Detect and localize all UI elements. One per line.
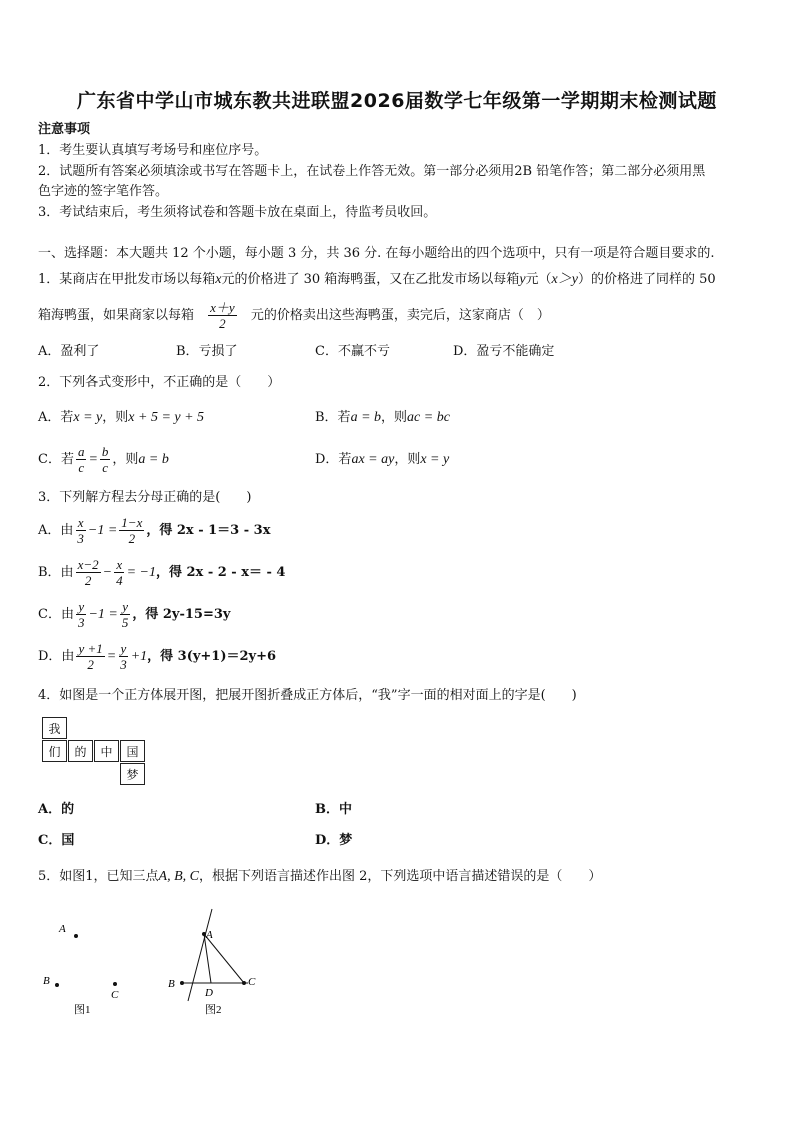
q4-option-c: C．国 xyxy=(38,833,75,848)
q3-b-d1: 2 xyxy=(84,573,92,588)
q3-a-frac1 xyxy=(75,515,86,546)
q3-a-d2: 2 xyxy=(128,531,136,546)
q3-d-m2: +1 xyxy=(130,649,148,664)
fig2-label-c: C xyxy=(248,976,256,988)
q3-b-post: ，得 2x - 2 - x＝ - 4 xyxy=(155,565,286,580)
net-cell-wo: 我 xyxy=(42,717,67,739)
q3-option-c xyxy=(38,599,230,630)
fig1-label-c: C xyxy=(111,989,119,1001)
q2-d-result: x = y xyxy=(420,452,450,467)
q3-b-pre: B．由 xyxy=(38,565,74,580)
net-cell-de: 的 xyxy=(68,740,93,762)
q2-b-result: ac = bc xyxy=(407,410,450,425)
notice-item-1: 1．考生要认真填写考场号和座位序号。 xyxy=(38,143,268,158)
q3-c-frac2 xyxy=(120,599,131,630)
q2-c-eq: = xyxy=(88,452,98,467)
q4-option-d: D．梦 xyxy=(315,833,353,848)
q1-text-e: 箱海鸭蛋，如果商家以每箱 xyxy=(38,308,195,323)
net-cell-meng: 梦 xyxy=(120,763,145,785)
q1-var-y: y xyxy=(519,272,526,287)
q3-option-d xyxy=(38,641,276,672)
q2-c-result: a = b xyxy=(138,452,169,467)
page-title: 广东省中学山市城东教共进联盟2026届数学七年级第一学期期末检测试题 xyxy=(77,90,717,112)
q1-text-f: 元的价格卖出这些海鸭蛋，卖完后，这家商店（ ） xyxy=(250,308,550,323)
fig2-point-b xyxy=(180,981,184,985)
notice-item-2: 2．试题所有答案必须填涂或书写在答题卡上，在试卷上作答无效。第一部分必须用2B 铅笔作答；第二部分必须用黑 xyxy=(38,164,706,179)
q2-option-a xyxy=(38,410,204,426)
fig2-label-d: D xyxy=(205,987,213,999)
q3-a-m1: −1 = xyxy=(87,523,118,538)
q2-option-b xyxy=(315,410,450,426)
notice-item-3: 3．考试结束后，考生须将试卷和答题卡放在桌面上，待监考员收回。 xyxy=(38,205,437,220)
q3-c-post: ，得 2y-15=3y xyxy=(132,607,231,622)
q2-c-n1: a xyxy=(77,444,85,459)
q2-c-d1: c xyxy=(78,460,85,475)
q3-d-d1: 2 xyxy=(87,657,94,672)
q3-b-d2: 4 xyxy=(116,573,123,588)
fig1-point-c xyxy=(113,982,117,986)
q2-d-pre: D．若 xyxy=(315,452,352,467)
q2-stem: 2．下列各式变形中，不正确的是（ ） xyxy=(38,375,281,390)
q1-text-c: 元（ xyxy=(525,272,552,287)
q3-d-pre: D．由 xyxy=(38,649,75,664)
q3-d-post: ，得 3(y+1)＝2y+6 xyxy=(147,649,277,664)
q2-option-d xyxy=(315,452,449,468)
q3-a-frac2 xyxy=(119,515,144,546)
q2-a-mid: ，则 xyxy=(102,410,129,425)
section-heading: 一、选择题：本大题共 12 个小题，每小题 3 分，共 36 分. 在每小题给出的四个选项中，只有一项是符合题目要求的. xyxy=(38,246,715,261)
q1-option-d: D．盈亏不能确定 xyxy=(453,344,555,359)
q2-a-result: x + 5 = y + 5 xyxy=(128,410,205,425)
notice-heading: 注意事项 xyxy=(38,122,91,137)
q1-option-b: B．亏损了 xyxy=(176,344,238,359)
q2-b-pre: B．若 xyxy=(315,410,351,425)
q2-c-n2: b xyxy=(101,444,109,459)
q3-d-n2: y xyxy=(120,641,127,656)
q3-c-m1: −1 = xyxy=(88,607,118,622)
q3-c-d2: 5 xyxy=(121,615,129,630)
q1-condition: x＞y xyxy=(551,272,578,287)
q3-a-n1: x xyxy=(77,515,84,530)
q3-b-m1: − xyxy=(102,565,113,580)
q3-b-m2: = −1 xyxy=(126,565,156,580)
q4-option-a: A．的 xyxy=(38,802,75,817)
q1-option-a: A．盈利了 xyxy=(38,344,100,359)
q2-a-cond: x = y xyxy=(73,410,103,425)
q3-d-m1: = xyxy=(106,649,117,664)
q3-b-frac2 xyxy=(114,557,125,588)
q3-c-d1: 3 xyxy=(77,615,85,630)
q3-option-a xyxy=(38,515,270,546)
q3-a-d1: 3 xyxy=(77,531,84,546)
q3-stem: 3．下列解方程去分母正确的是( ) xyxy=(38,490,252,505)
q5-points: A, B, C xyxy=(158,869,199,884)
q2-b-mid: ，则 xyxy=(381,410,408,425)
q1-var-x: x xyxy=(215,272,222,287)
net-cell-guo: 国 xyxy=(120,740,145,762)
figure-1 xyxy=(36,915,146,1025)
net-cell-men: 们 xyxy=(42,740,67,762)
q3-d-d2: 3 xyxy=(120,657,127,672)
q1-text-a: 1．某商店在甲批发市场以每箱 xyxy=(38,272,216,287)
figure-2 xyxy=(160,905,280,1020)
q3-a-n2: 1−x xyxy=(121,515,143,530)
q1-line2 xyxy=(38,300,550,331)
q3-b-frac1 xyxy=(76,557,101,588)
net-cell-zhong: 中 xyxy=(94,740,119,762)
q3-b-n1: x−2 xyxy=(77,557,99,572)
q3-b-n2: x xyxy=(116,557,123,572)
q4-option-b: B．中 xyxy=(315,802,352,817)
q3-c-n2: y xyxy=(122,599,128,614)
fig2-label-b: B xyxy=(168,978,175,990)
q3-c-pre: C．由 xyxy=(38,607,74,622)
q1-frac-den: 2 xyxy=(219,316,226,331)
fig1-caption: 图1 xyxy=(74,1004,91,1016)
q2-c-frac1 xyxy=(76,444,87,475)
fig2-point-c xyxy=(242,981,246,985)
q1-line1 xyxy=(38,272,716,288)
q3-c-frac1 xyxy=(76,599,87,630)
notice-item-2-cont: 色字迹的签字笔作答。 xyxy=(38,184,169,199)
q1-frac-num: x＋y xyxy=(210,300,235,315)
fig1-point-a xyxy=(74,934,78,938)
q3-option-b xyxy=(38,557,285,588)
q2-c-pre: C．若 xyxy=(38,452,74,467)
q3-a-post: ，得 2x - 1＝3 - 3x xyxy=(146,523,271,538)
q3-d-frac2 xyxy=(118,641,129,672)
q5-stem xyxy=(38,869,601,885)
q1-text-d: ）的价格进了同样的 50 xyxy=(577,272,716,287)
q2-c-mid: ，则 xyxy=(112,452,139,467)
q4-stem: 4．如图是一个正方体展开图，把展开图折叠成正方体后，“我”字一面的相对面上的字是( ) xyxy=(38,688,577,703)
q5-stem-a: 5．如图1，已知三点 xyxy=(38,869,159,884)
q3-a-pre: A．由 xyxy=(38,523,74,538)
q1-option-c: C．不赢不亏 xyxy=(315,344,390,359)
q2-d-mid: ，则 xyxy=(394,452,421,467)
q2-d-cond: ax = ay xyxy=(351,452,395,467)
q2-option-c xyxy=(38,444,169,475)
q1-text-b: 元的价格进了 30 箱海鸭蛋，又在乙批发市场以每箱 xyxy=(221,272,520,287)
q2-b-cond: a = b xyxy=(350,410,382,425)
q2-c-d2: c xyxy=(102,460,109,475)
fig1-label-a: A xyxy=(59,923,66,935)
fig1-point-b xyxy=(55,983,59,987)
q1-fraction xyxy=(208,300,237,331)
q5-stem-b: ，根据下列语言描述作出图 2，下列选项中语言描述错误的是（ ） xyxy=(199,869,602,884)
q3-c-n1: y xyxy=(78,599,85,614)
fig1-label-b: B xyxy=(43,975,50,987)
fig2-caption: 图2 xyxy=(205,1004,222,1016)
q3-d-n1: y +1 xyxy=(78,641,103,656)
q2-a-pre: A．若 xyxy=(38,410,74,425)
q2-c-frac2 xyxy=(100,444,111,475)
q3-d-frac1 xyxy=(76,641,104,672)
fig2-label-a: A xyxy=(206,929,213,941)
